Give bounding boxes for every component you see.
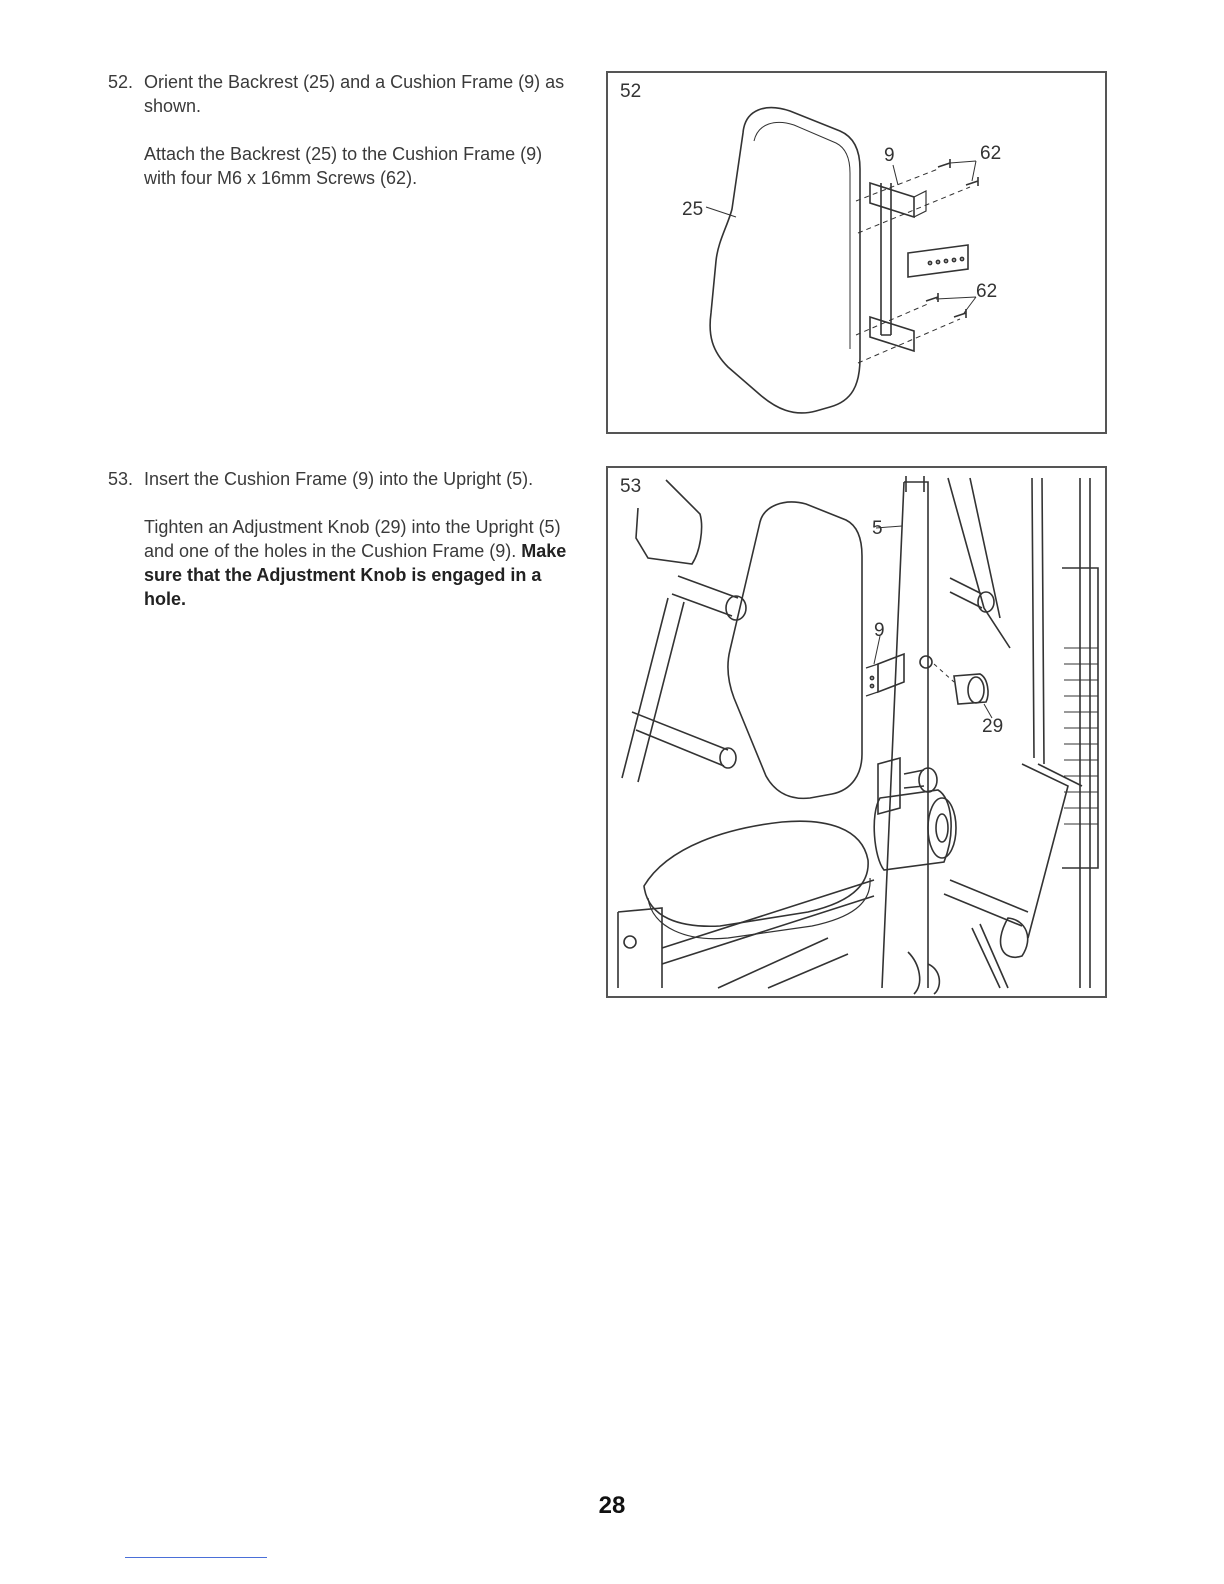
callout-knob: 29 [982,716,1004,737]
figure-53 [606,466,1107,998]
backrest-drawing [728,502,862,798]
step-number: 52. [108,72,134,92]
figure-52-illustration [608,73,1105,432]
callout-screws-bottom: 62 [976,281,998,302]
step-instruction-detail: Attach the Backrest (25) to the Cushion Frame (9) with four M6 x 16mm Screws (62). [144,144,543,188]
step-warning: Make sure that the Adjustment Knob is engaged in a hole. [144,541,567,609]
page-number: 28 [598,1492,626,1519]
figure-53-illustration [608,468,1105,996]
screw-drawings [926,159,978,318]
step-instruction: Orient the Backrest (25) and a Cushion Frame (9) as shown. [144,72,565,116]
footer-rule [125,1557,267,1558]
callout-frame: 9 [884,145,895,166]
step-53 [108,467,578,611]
frame-drawing [878,654,904,692]
figure-52 [606,71,1107,434]
callout-upright: 5 [872,518,883,539]
backrest-drawing [710,108,860,413]
step-instruction-plain: Tighten an Adjustment Knob (29) into the Upright (5) and one of the holes in the Cushion Frame (9). [144,517,561,561]
step-instruction-detail [144,515,578,611]
callout-screws-top: 62 [980,143,1002,164]
frame-drawing [881,183,891,335]
figure-label: 52 [620,81,642,102]
callout-frame: 9 [874,620,885,641]
figure-label: 53 [620,476,642,497]
callout-backrest: 25 [682,199,704,220]
upright-drawing [882,482,928,988]
step-52-head [108,70,578,118]
step-52 [108,70,578,190]
step-53-head [108,467,578,491]
step-instruction: Insert the Cushion Frame (9) into the Upright (5). [144,469,534,489]
step-number: 53. [108,469,134,489]
